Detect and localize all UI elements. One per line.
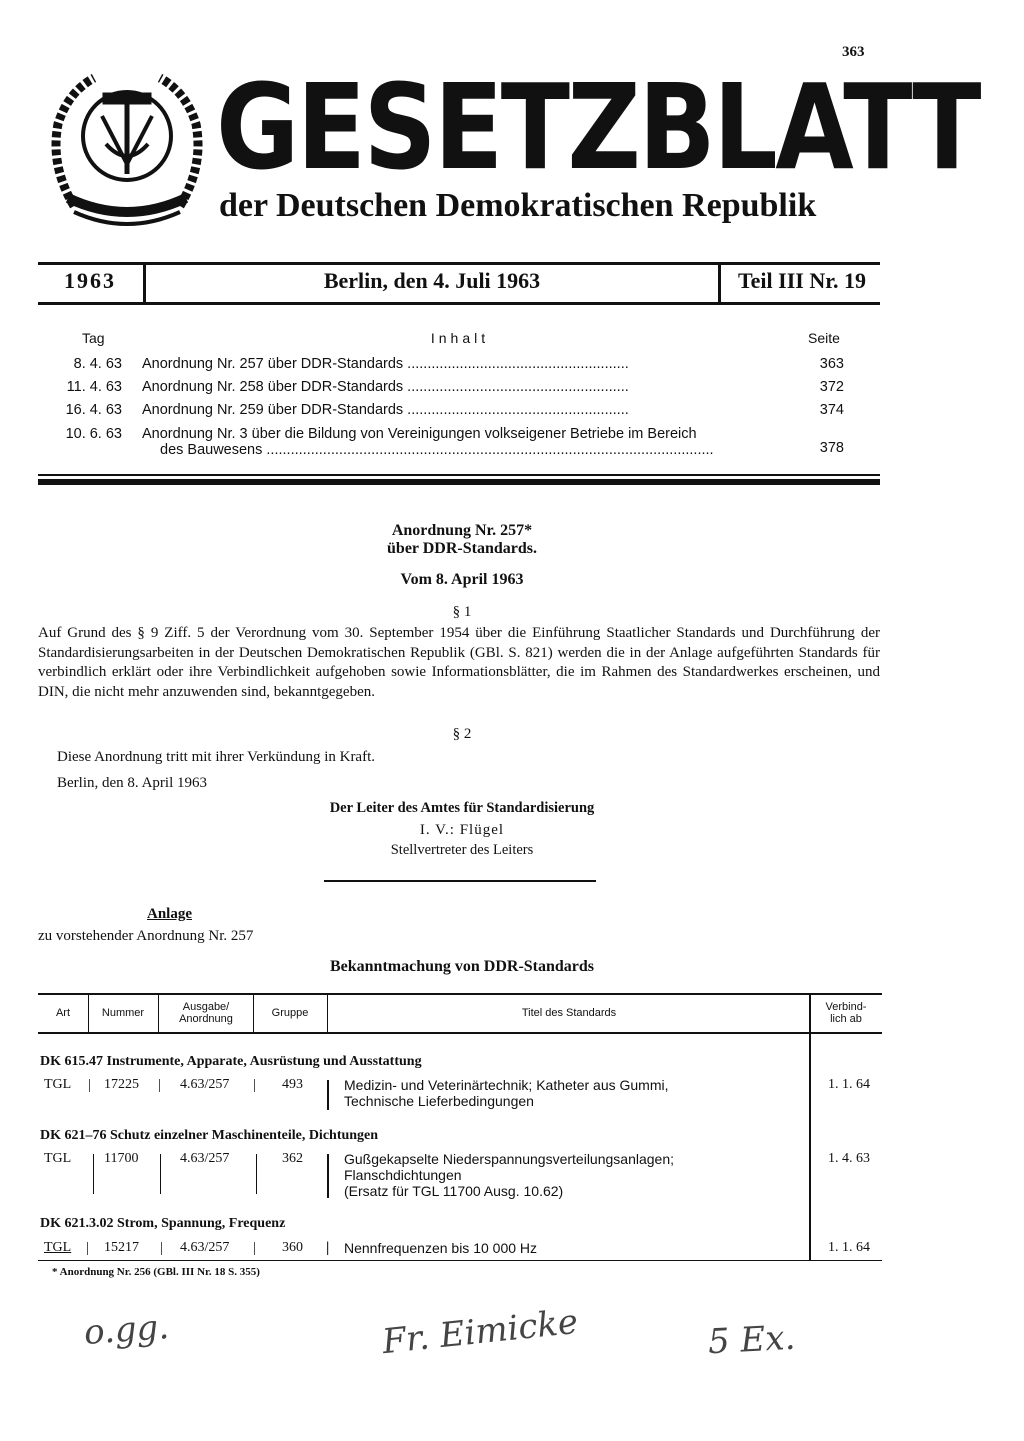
toc-entry-date: 11. 4. 63	[66, 379, 122, 395]
state-emblem	[44, 66, 210, 228]
toc-header-date: Tag	[82, 330, 105, 346]
table-col-divider	[327, 995, 328, 1032]
cell-ausgabe: 4.63/257	[180, 1240, 230, 1255]
toc-entry-title: Anordnung Nr. 257 über DDR-Standards .......................................................	[142, 356, 629, 372]
toc-entry-title: Anordnung Nr. 259 über DDR-Standards .......................................................	[142, 402, 629, 418]
col-header-nummer: Nummer	[101, 1007, 145, 1019]
ordinance-subtitle: über DDR-Standards.	[387, 540, 537, 557]
toc-entry-title: Anordnung Nr. 3 über die Bildung von Vereinigungen volkseigener Betriebe im Bereich	[142, 426, 697, 442]
issue-bar-top-rule	[38, 262, 880, 265]
cell-separator	[327, 1154, 329, 1198]
cell-gruppe: 493	[282, 1077, 303, 1092]
issue-bar-divider	[718, 262, 721, 305]
cell-gruppe: 362	[282, 1151, 303, 1166]
col-header-verbindlich: Verbind-	[825, 1001, 867, 1013]
cell-verbindlich: 1. 4. 63	[828, 1151, 870, 1166]
ordinance-title: Anordnung Nr. 257*	[391, 522, 533, 539]
cell-nummer: 17225	[104, 1077, 139, 1092]
cell-titel: (Ersatz für TGL 11700 Ausg. 10.62)	[344, 1183, 564, 1199]
masthead-subtitle: der Deutschen Demokratischen Republik	[219, 187, 817, 224]
toc-entry-date: 8. 4. 63	[73, 356, 122, 372]
cell-separator: |	[160, 1240, 164, 1256]
col-header-gruppe: Gruppe	[271, 1007, 309, 1019]
cell-art: TGL	[44, 1077, 72, 1092]
toc-entry-title-continued: des Bauwesens ...............................................................................................................	[160, 442, 714, 458]
table-title: Bekanntmachung von DDR-Standards	[329, 958, 595, 975]
group-title: DK 621–76 Schutz einzelner Maschinenteile, Dichtungen	[40, 1128, 379, 1143]
cell-nummer: 11700	[104, 1151, 139, 1166]
cell-nummer: 15217	[104, 1240, 139, 1255]
cell-verbindlich: 1. 1. 64	[828, 1240, 870, 1255]
toc-entry-page: 378	[819, 440, 844, 456]
annex-subheading: zu vorstehender Anordnung Nr. 257	[38, 928, 254, 944]
page-number: 363	[842, 44, 865, 60]
group-title: DK 615.47 Instrumente, Apparate, Ausrüstung und Ausstattung	[40, 1054, 422, 1069]
toc-entry-title: Anordnung Nr. 258 über DDR-Standards .......................................................	[142, 379, 629, 395]
masthead-title: GESETZBLATT	[216, 58, 979, 196]
col-header-verbindlich-ab: lich ab	[830, 1013, 862, 1025]
col-header-titel: Titel des Standards	[521, 1007, 617, 1019]
toc-entry-date: 16. 4. 63	[65, 402, 122, 418]
cell-ausgabe: 4.63/257	[180, 1077, 230, 1092]
cell-separator: |	[253, 1240, 257, 1256]
cell-titel: Nennfrequenzen bis 10 000 Hz	[344, 1240, 538, 1256]
table-bottom-rule	[38, 1260, 882, 1261]
toc-entry-page: 363	[819, 356, 844, 372]
cell-separator	[160, 1154, 161, 1194]
cell-separator: |	[253, 1077, 257, 1093]
issue-part: Teil III Nr. 19	[738, 268, 866, 293]
issue-year: 1963	[64, 268, 116, 293]
section-rule	[38, 479, 880, 485]
toc-entry-page: 374	[819, 402, 844, 418]
issue-bar-bottom-rule	[38, 302, 880, 305]
cell-separator: |	[86, 1240, 90, 1256]
place-date: Berlin, den 8. April 1963	[57, 775, 207, 791]
cell-separator: |	[326, 1240, 330, 1256]
table-col-divider	[809, 995, 811, 1261]
toc-entry-date: 10. 6. 63	[65, 426, 122, 442]
col-header-ausgabe: Ausgabe/	[182, 1001, 230, 1013]
cell-art: TGL	[44, 1151, 72, 1166]
section-2-text: Diese Anordnung tritt mit ihrer Verkündung in Kraft.	[57, 749, 376, 765]
handwritten-note: 5 Ex.	[707, 1317, 797, 1363]
signatory-role: Stellvertreter des Leiters	[390, 842, 534, 858]
issue-date: Berlin, den 4. Juli 1963	[323, 268, 541, 293]
toc-header-page: Seite	[808, 330, 840, 346]
table-col-divider	[158, 995, 159, 1032]
cell-ausgabe: 4.63/257	[180, 1151, 230, 1166]
cell-separator: |	[158, 1077, 162, 1093]
cell-separator	[256, 1154, 257, 1194]
table-header-rule	[38, 1032, 882, 1034]
section-1-label: § 1	[452, 604, 472, 620]
col-header-art: Art	[55, 1007, 71, 1019]
cell-gruppe: 360	[282, 1240, 303, 1255]
signatory-name: I. V.: Flügel	[419, 822, 505, 838]
separator-rule	[324, 880, 596, 882]
cell-separator: |	[88, 1077, 92, 1093]
ordinance-date: Vom 8. April 1963	[400, 571, 524, 588]
cell-titel: Technische Lieferbedingungen	[344, 1093, 534, 1109]
table-col-divider	[253, 995, 254, 1032]
table-col-divider	[88, 995, 89, 1032]
table-top-rule	[38, 993, 882, 995]
section-2-label: § 2	[452, 726, 472, 742]
signatory-title: Der Leiter des Amtes für Standardisierung	[329, 800, 595, 816]
cell-separator	[327, 1080, 329, 1110]
section-1-text: Auf Grund des § 9 Ziff. 5 der Verordnung vom 30. September 1954 über die Einführung Staatlicher Standards und Durchführung der Standardisierungsarbeiten in der Deutschen Demokratischen Republik (GBl. S. 821) werden die in der Anlage aufgeführten Standards für verbindlich erklärt oder ihre Verbindlichkeit aufgehoben sowie Informationsblätter, die im Rahmen des Standardwerkes erscheinen, und DIN, die nicht mehr anzuwenden sind, bekanntgegeben.	[38, 625, 880, 700]
col-header-anordnung: Anordnung	[179, 1013, 233, 1025]
group-title: DK 621.3.02 Strom, Spannung, Frequenz	[40, 1216, 286, 1231]
cell-titel: Medizin- und Veterinärtechnik; Katheter aus Gummi,	[344, 1077, 669, 1093]
cell-verbindlich: 1. 1. 64	[828, 1077, 870, 1092]
handwritten-note: Fr. Eimicke	[380, 1301, 580, 1363]
cell-titel: Gußgekapselte Niederspannungsverteilungsanlagen;	[344, 1151, 674, 1167]
toc-header-title: Inhalt	[430, 330, 490, 346]
issue-bar-divider	[143, 262, 146, 305]
cell-art: TGL	[44, 1240, 72, 1255]
footnote: * Anordnung Nr. 256 (GBl. III Nr. 18 S. 355)	[52, 1266, 260, 1278]
cell-separator	[93, 1154, 94, 1194]
handwritten-note: o.gg.	[82, 1307, 171, 1353]
cell-titel: Flanschdichtungen	[344, 1167, 462, 1183]
section-rule	[38, 474, 880, 476]
annex-heading: Anlage	[147, 906, 192, 922]
toc-entry-page: 372	[819, 379, 844, 395]
